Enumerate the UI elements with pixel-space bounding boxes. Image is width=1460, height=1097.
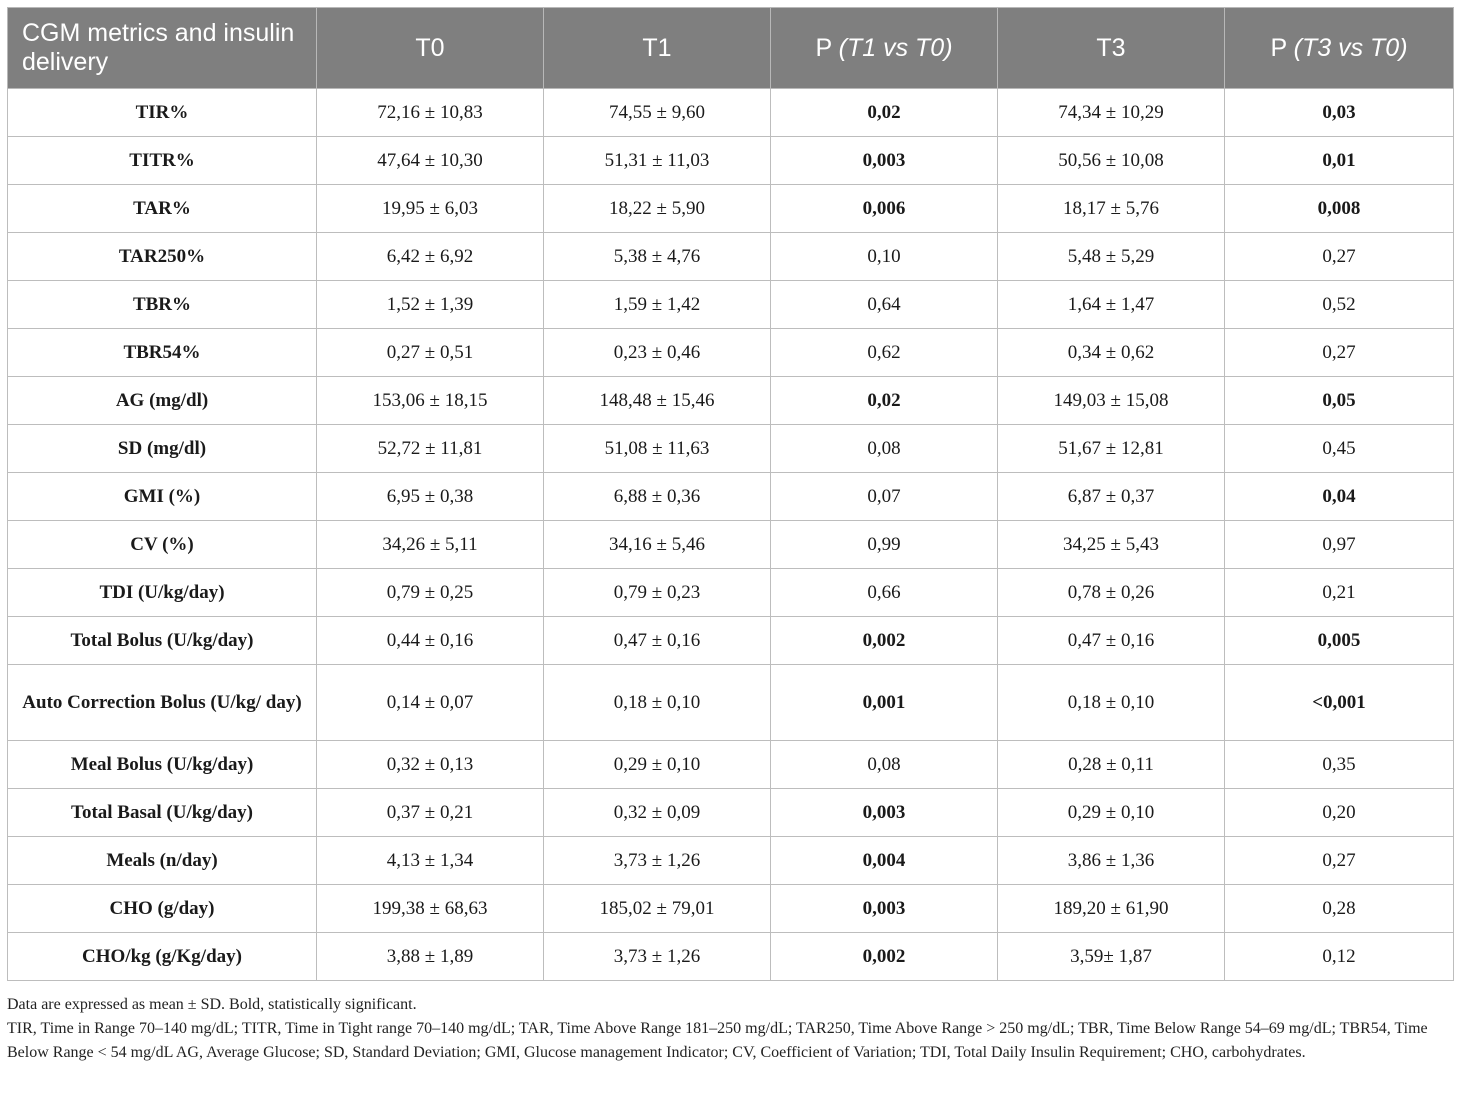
t1-cell: 148,48 ± 15,46	[544, 377, 771, 425]
table-row	[8, 425, 1454, 473]
t1-cell: 34,16 ± 5,46	[544, 521, 771, 569]
metric-cell: Meal Bolus (U/kg/day)	[8, 741, 317, 789]
p-t1-vs-t0-cell: 0,64	[771, 281, 998, 329]
p-t3-vs-t0-cell: 0,04	[1225, 473, 1454, 521]
p-t3-vs-t0-cell: 0,21	[1225, 569, 1454, 617]
t0-cell: 1,52 ± 1,39	[317, 281, 544, 329]
p-t1-vs-t0-cell: 0,003	[771, 885, 998, 933]
p-t1-vs-t0-cell: 0,99	[771, 521, 998, 569]
metric-cell: CHO (g/day)	[8, 885, 317, 933]
t1-cell: 0,32 ± 0,09	[544, 789, 771, 837]
t1-cell: 1,59 ± 1,42	[544, 281, 771, 329]
table-row	[8, 137, 1454, 185]
t3-cell: 3,59± 1,87	[998, 933, 1225, 981]
p-t1-vs-t0-cell: 0,002	[771, 617, 998, 665]
t1-cell: 0,47 ± 0,16	[544, 617, 771, 665]
t1-cell: 0,18 ± 0,10	[544, 665, 771, 741]
table-row	[8, 281, 1454, 329]
t3-cell: 0,18 ± 0,10	[998, 665, 1225, 741]
table-row	[8, 233, 1454, 281]
t1-cell: 0,23 ± 0,46	[544, 329, 771, 377]
metric-cell: AG (mg/dl)	[8, 377, 317, 425]
table-row	[8, 741, 1454, 789]
t1-cell: 0,29 ± 0,10	[544, 741, 771, 789]
table-row	[8, 837, 1454, 885]
t3-cell: 18,17 ± 5,76	[998, 185, 1225, 233]
t3-cell: 74,34 ± 10,29	[998, 89, 1225, 137]
t1-cell: 0,79 ± 0,23	[544, 569, 771, 617]
t3-cell: 3,86 ± 1,36	[998, 837, 1225, 885]
t0-cell: 0,32 ± 0,13	[317, 741, 544, 789]
t0-cell: 153,06 ± 18,15	[317, 377, 544, 425]
t0-cell: 0,27 ± 0,51	[317, 329, 544, 377]
metric-cell: Total Bolus (U/kg/day)	[8, 617, 317, 665]
t1-cell: 3,73 ± 1,26	[544, 933, 771, 981]
p-t1-vs-t0-cell: 0,02	[771, 377, 998, 425]
t0-cell: 52,72 ± 11,81	[317, 425, 544, 473]
t0-cell: 0,14 ± 0,07	[317, 665, 544, 741]
p-t3-vs-t0-cell: <0,001	[1225, 665, 1454, 741]
p-t3-vs-t0-cell: 0,20	[1225, 789, 1454, 837]
t0-cell: 19,95 ± 6,03	[317, 185, 544, 233]
metric-cell: Total Basal (U/kg/day)	[8, 789, 317, 837]
t0-cell: 6,95 ± 0,38	[317, 473, 544, 521]
p-t3-vs-t0-cell: 0,008	[1225, 185, 1454, 233]
p-t3-vs-t0-cell: 0,05	[1225, 377, 1454, 425]
table-row	[8, 473, 1454, 521]
p-t3-vs-t0-cell: 0,52	[1225, 281, 1454, 329]
header-t1: T1	[544, 8, 771, 89]
table-row	[8, 89, 1454, 137]
metric-cell: Auto Correction Bolus (U/kg/ day)	[8, 665, 317, 741]
p-t3-vs-t0-cell: 0,03	[1225, 89, 1454, 137]
t0-cell: 4,13 ± 1,34	[317, 837, 544, 885]
header-p-label: P	[1270, 33, 1294, 62]
t3-cell: 34,25 ± 5,43	[998, 521, 1225, 569]
p-t1-vs-t0-cell: 0,10	[771, 233, 998, 281]
t3-cell: 149,03 ± 15,08	[998, 377, 1225, 425]
table-row	[8, 569, 1454, 617]
t0-cell: 0,37 ± 0,21	[317, 789, 544, 837]
table-row	[8, 617, 1454, 665]
header-t0: T0	[317, 8, 544, 89]
t1-cell: 51,08 ± 11,63	[544, 425, 771, 473]
p-t1-vs-t0-cell: 0,08	[771, 425, 998, 473]
t1-cell: 3,73 ± 1,26	[544, 837, 771, 885]
p-t3-vs-t0-cell: 0,27	[1225, 329, 1454, 377]
metric-cell: TBR54%	[8, 329, 317, 377]
t0-cell: 34,26 ± 5,11	[317, 521, 544, 569]
footnote-significance: Data are expressed as mean ± SD. Bold, statistically significant.	[7, 996, 417, 1013]
metric-cell: TBR%	[8, 281, 317, 329]
table-footnote	[7, 993, 1453, 1065]
p-t1-vs-t0-cell: 0,08	[771, 741, 998, 789]
p-t1-vs-t0-cell: 0,002	[771, 933, 998, 981]
p-t3-vs-t0-cell: 0,27	[1225, 233, 1454, 281]
p-t3-vs-t0-cell: 0,35	[1225, 741, 1454, 789]
t0-cell: 6,42 ± 6,92	[317, 233, 544, 281]
t0-cell: 0,44 ± 0,16	[317, 617, 544, 665]
t3-cell: 6,87 ± 0,37	[998, 473, 1225, 521]
metric-cell: SD (mg/dl)	[8, 425, 317, 473]
metric-cell: TIR%	[8, 89, 317, 137]
metric-cell: CHO/kg (g/Kg/day)	[8, 933, 317, 981]
metric-cell: GMI (%)	[8, 473, 317, 521]
t0-cell: 0,79 ± 0,25	[317, 569, 544, 617]
header-p-t3-vs-t0	[1225, 8, 1454, 89]
p-t3-vs-t0-cell: 0,12	[1225, 933, 1454, 981]
header-metric: CGM metrics and insulin delivery	[8, 8, 317, 89]
p-t1-vs-t0-cell: 0,07	[771, 473, 998, 521]
results-table-container	[7, 7, 1453, 981]
table-row	[8, 885, 1454, 933]
t1-cell: 5,38 ± 4,76	[544, 233, 771, 281]
t3-cell: 0,28 ± 0,11	[998, 741, 1225, 789]
table-body	[8, 89, 1454, 981]
t3-cell: 189,20 ± 61,90	[998, 885, 1225, 933]
p-t3-vs-t0-cell: 0,01	[1225, 137, 1454, 185]
p-t3-vs-t0-cell: 0,45	[1225, 425, 1454, 473]
t0-cell: 72,16 ± 10,83	[317, 89, 544, 137]
table-row	[8, 521, 1454, 569]
p-t3-vs-t0-cell: 0,005	[1225, 617, 1454, 665]
table-row	[8, 933, 1454, 981]
p-t1-vs-t0-cell: 0,006	[771, 185, 998, 233]
t0-cell: 199,38 ± 68,63	[317, 885, 544, 933]
cgm-metrics-table	[7, 7, 1454, 981]
header-p-comparison: (T1 vs T0)	[838, 33, 953, 62]
t1-cell: 51,31 ± 11,03	[544, 137, 771, 185]
p-t1-vs-t0-cell: 0,02	[771, 89, 998, 137]
p-t1-vs-t0-cell: 0,001	[771, 665, 998, 741]
metric-cell: TDI (U/kg/day)	[8, 569, 317, 617]
metric-cell: Meals (n/day)	[8, 837, 317, 885]
t1-cell: 185,02 ± 79,01	[544, 885, 771, 933]
t3-cell: 0,34 ± 0,62	[998, 329, 1225, 377]
table-row	[8, 377, 1454, 425]
t3-cell: 51,67 ± 12,81	[998, 425, 1225, 473]
metric-cell: CV (%)	[8, 521, 317, 569]
t1-cell: 74,55 ± 9,60	[544, 89, 771, 137]
p-t3-vs-t0-cell: 0,27	[1225, 837, 1454, 885]
table-row	[8, 329, 1454, 377]
t0-cell: 47,64 ± 10,30	[317, 137, 544, 185]
table-row	[8, 185, 1454, 233]
footnote-abbreviations: TIR, Time in Range 70–140 mg/dL; TITR, Time in Tight range 70–140 mg/dL; TAR, Time Above Range 181–250 mg/dL; TAR250, Time Above Range > 250 mg/dL; TBR, Time Below Range 54–69 mg/dL; TBR54, Time Below Range < 54 mg/dL AG, Average Glucose; SD, Standard Deviation; GMI, Glucose management Indicator; CV, Coefficient of Variation; TDI, Total Daily Insulin Requirement; CHO, carbohydrates.	[7, 1020, 1428, 1061]
t3-cell: 0,29 ± 0,10	[998, 789, 1225, 837]
metric-cell: TAR250%	[8, 233, 317, 281]
header-t3: T3	[998, 8, 1225, 89]
p-t3-vs-t0-cell: 0,28	[1225, 885, 1454, 933]
p-t1-vs-t0-cell: 0,003	[771, 137, 998, 185]
t3-cell: 5,48 ± 5,29	[998, 233, 1225, 281]
t0-cell: 3,88 ± 1,89	[317, 933, 544, 981]
p-t1-vs-t0-cell: 0,66	[771, 569, 998, 617]
table-header	[8, 8, 1454, 89]
table-row	[8, 789, 1454, 837]
p-t3-vs-t0-cell: 0,97	[1225, 521, 1454, 569]
t3-cell: 0,78 ± 0,26	[998, 569, 1225, 617]
p-t1-vs-t0-cell: 0,003	[771, 789, 998, 837]
metric-cell: TITR%	[8, 137, 317, 185]
t3-cell: 1,64 ± 1,47	[998, 281, 1225, 329]
t1-cell: 18,22 ± 5,90	[544, 185, 771, 233]
p-t1-vs-t0-cell: 0,62	[771, 329, 998, 377]
header-p-t1-vs-t0	[771, 8, 998, 89]
p-t1-vs-t0-cell: 0,004	[771, 837, 998, 885]
t3-cell: 50,56 ± 10,08	[998, 137, 1225, 185]
header-p-comparison: (T3 vs T0)	[1293, 33, 1408, 62]
metric-cell: TAR%	[8, 185, 317, 233]
t1-cell: 6,88 ± 0,36	[544, 473, 771, 521]
header-p-label: P	[815, 33, 839, 62]
t3-cell: 0,47 ± 0,16	[998, 617, 1225, 665]
table-row	[8, 665, 1454, 741]
